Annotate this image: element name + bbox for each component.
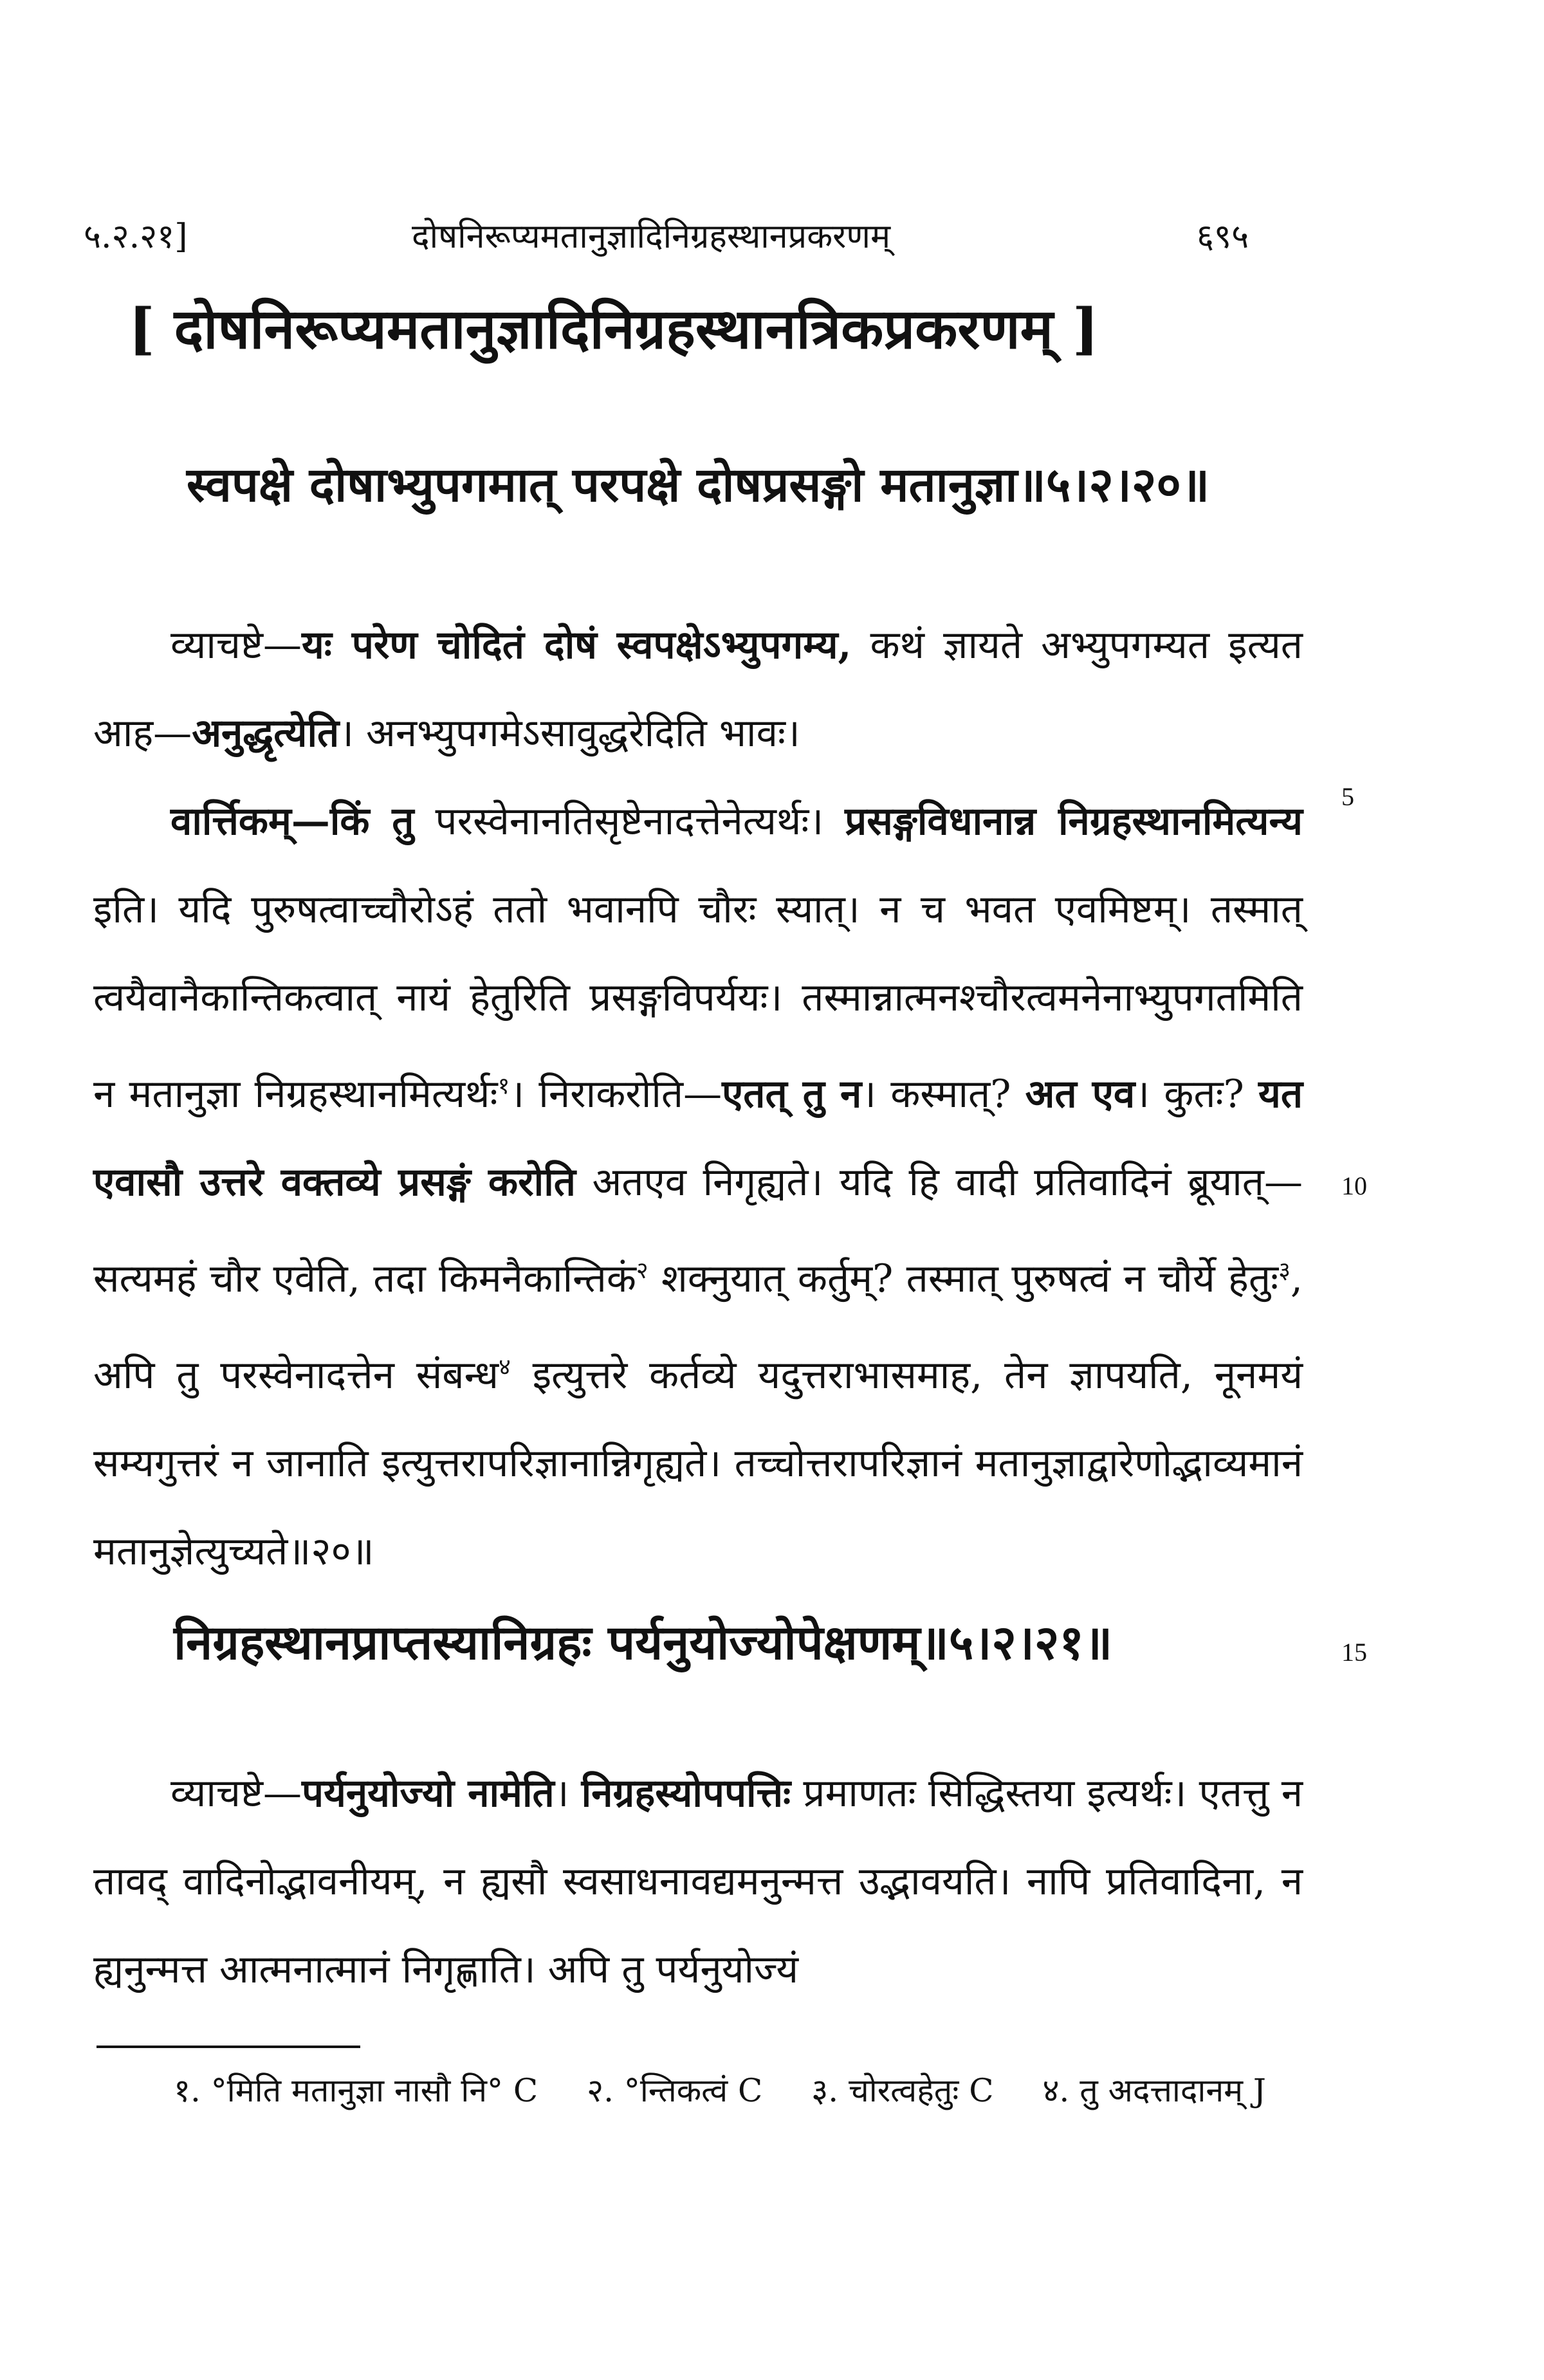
footnote-separator xyxy=(96,2046,360,2048)
line-number-10: 10 xyxy=(1341,1171,1367,1200)
line-number-15: 15 xyxy=(1341,1638,1367,1667)
line-number-5: 5 xyxy=(1341,782,1354,811)
running-header xyxy=(0,212,1544,264)
footnote-marker-3: ३ xyxy=(1278,1258,1291,1284)
header-chapter-title: दोषनिरूप्यमतानुज्ञादिनिग्रहस्थानप्रकरणम् xyxy=(412,217,891,256)
section-title: [ दोषनिरूप्यमतानुज्ञादिनिग्रहस्थानत्रिकप्रकरणम् ] xyxy=(129,297,1099,362)
footnote-2: २. °न्तिकत्वं C xyxy=(587,2072,763,2109)
footnote-marker-2: २ xyxy=(636,1258,648,1284)
commentary-paragraph-3: व्याचष्टे—पर्यनुयोज्यो नामेति। निग्रहस्योपपत्तिः प्रमाणतः सिद्धिस्तया इत्यर्थः। एतत्तु न तावद् वादिनोद्भावनीयम्, न ह्यसौ स्वसाधनावद्यमनुन्मत्त उद्भावयति। नापि प्रतिवादिना, न ह्यनुन्मत्त आत्मनात्मानं निगृह्णाति। अपि तु पर्यनुयोज्यं xyxy=(93,1771,1303,1992)
commentary-sutra-21 xyxy=(93,1750,1303,2014)
sutra-21: निग्रहस्थानप्राप्तस्यानिग्रहः पर्यनुयोज्योपेक्षणम्॥५।२।२१॥ xyxy=(174,1615,1113,1671)
footnote-1: १. °मिति मतानुज्ञा नासौ नि° C xyxy=(174,2072,538,2109)
commentary-paragraph-1: व्याचष्टे—यः परेण चोदितं दोषं स्वपक्षेऽभ्युपगम्य, कथं ज्ञायते अभ्युपगम्यत इत्यत आह—अनुद्धृत्येति। अनभ्युपगमेऽसावुद्धरेदिति भावः। xyxy=(93,623,1303,756)
footnote-marker-1: १ xyxy=(497,1073,510,1099)
footnote-4: ४. तु अदत्तादानम् J xyxy=(1042,2072,1266,2109)
sutra-20: स्वपक्षे दोषाभ्युपगमात् परपक्षे दोषप्रसङ्गो मतानुज्ञा॥५।२।२०॥ xyxy=(187,457,1210,513)
footnote-3: ३. चोरत्वहेतुः C xyxy=(811,2072,994,2109)
page-number: ६९५ xyxy=(1197,217,1249,256)
commentary-paragraph-2: वार्त्तिकम्—किं तु परस्वेनानतिसृष्टेनादत्तेनेत्यर्थः। प्रसङ्गविधानान्न निग्रहस्थानमित्यन्य इति। यदि पुरुषत्वाच्चौरोऽहं ततो भवानपि चौरः स्यात्। न च भवत एवमिष्टम्। तस्मात् त्वयैवानैकान्तिकत्वात् नायं हेतुरिति प्रसङ्गविपर्ययः। तस्मान्नात्मनश्चौरत्वमनेनाभ्युपगतमिति न मतानुज्ञा निग्रहस्थानमित्यर्थः$^१$। निराकरोति—एतत् तु न। कस्मात्? अत एव। कुतः? यत एवासौ उत्तरे वक्तव्ये प्रसङ्गं करोति अतएव निगृह्यते। यदि हि वादी प्रतिवादिनं ब्रूयात्—सत्यमहं चौर एवेति, तदा किमनैकान्तिकं$^२$ शक्नुयात् कर्तुम्? तस्मात् पुरुषत्वं न चौर्ये हेतुः$^३$, अपि तु परस्वेनादत्तेन संबन्ध$^४$ इत्युत्तरे कर्तव्ये यदुत्तराभासमाह, तेन ज्ञापयति, नूनमयं सम्यगुत्तरं न जानाति इत्युत्तरापरिज्ञानान्निगृह्यते। तच्चोत्तरापरिज्ञानं मतानुज्ञाद्वारेणोद्भाव्यमानं मतानुज्ञेत्युच्यते॥२०॥ xyxy=(93,799,1303,1574)
header-section-number: ५.२.२१] xyxy=(84,217,188,256)
commentary-sutra-20 xyxy=(93,601,1303,1596)
footnotes xyxy=(96,2065,1306,2116)
footnote-marker-4: ४ xyxy=(499,1354,511,1380)
